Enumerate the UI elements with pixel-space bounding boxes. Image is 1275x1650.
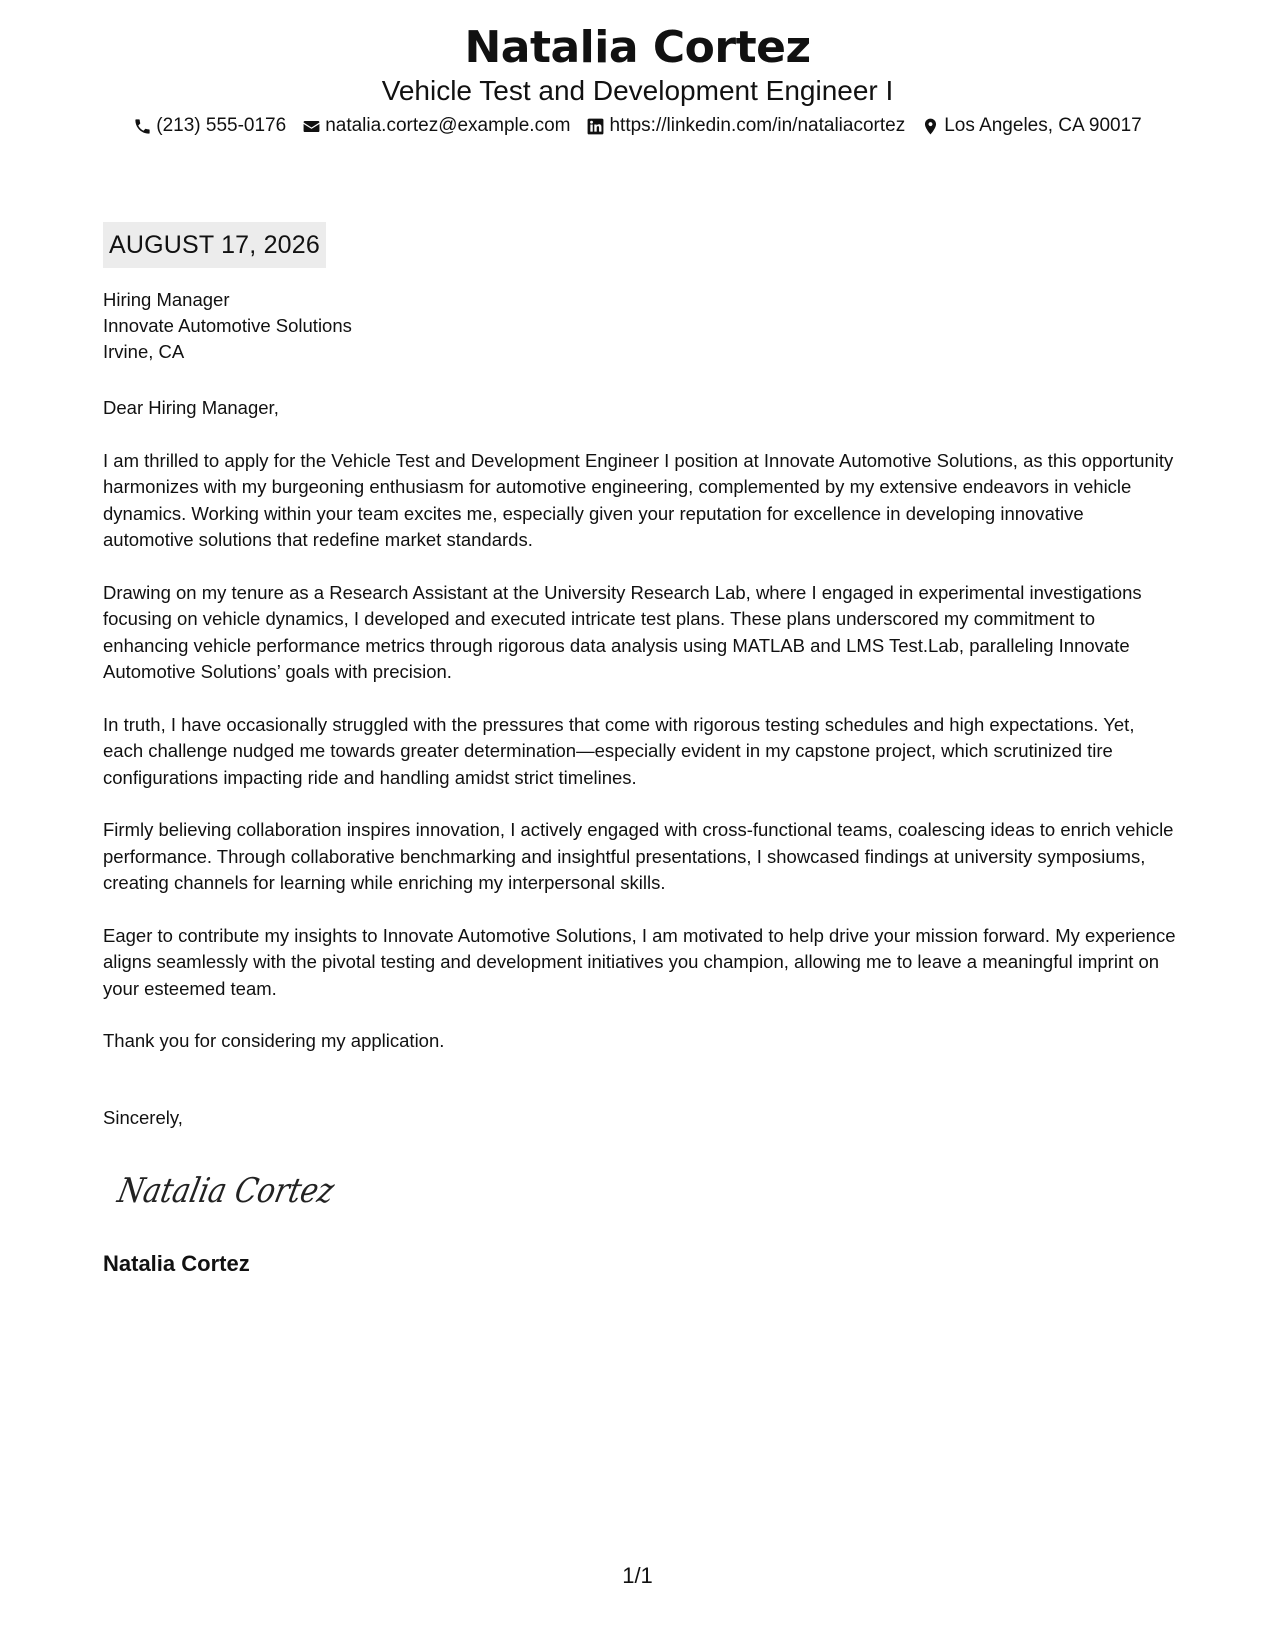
salutation: Dear Hiring Manager, (103, 397, 279, 418)
letter-body (103, 395, 1178, 1081)
paragraph: Firmly believing collaboration inspires innovation, I actively engaged with cross-functional teams, coalescing ideas to enrich vehicle performance. Through collaborative benchmarking and insightful presentations, I showcased findings at university symposiums, creating channels for learning while enriching my interpersonal skills. (103, 819, 1174, 893)
contact-bar (0, 112, 1275, 140)
page-number: 1/1 (622, 1563, 653, 1588)
signature-text: Natalia Cortez (115, 1171, 355, 1211)
contact-phone (133, 112, 286, 140)
phone-number: (213) 555-0176 (156, 115, 287, 136)
contact-email[interactable] (302, 112, 570, 140)
recipient-company: Innovate Automotive Solutions (103, 315, 352, 336)
handwritten-signature (115, 1160, 355, 1220)
phone-icon (133, 117, 152, 136)
contact-location (921, 112, 1142, 140)
recipient-location: Irvine, CA (103, 341, 185, 362)
recipient-block (103, 287, 352, 365)
recipient-title: Hiring Manager (103, 289, 230, 310)
contact-linkedin[interactable] (586, 112, 905, 140)
envelope-icon (302, 117, 321, 136)
location-text: Los Angeles, CA 90017 (944, 115, 1142, 136)
letter-header (0, 22, 1275, 140)
map-pin-icon (921, 117, 940, 136)
paragraph: In truth, I have occasionally struggled with the pressures that come with rigorous testing schedules and high expectations. Yet, each challenge nudged me towards greater determination—especially evident in my capstone project, which scrutinized tire configurations impacting ride and handling amidst strict timelines. (103, 713, 1135, 788)
email-address[interactable]: natalia.cortez@example.com (325, 115, 571, 136)
job-title: Vehicle Test and Development Engineer I (381, 75, 894, 106)
letter-date: AUGUST 17, 2026 (103, 222, 326, 268)
linkedin-url[interactable]: https://linkedin.com/in/nataliacortez (609, 115, 906, 136)
signer-name: Natalia Cortez (103, 1251, 250, 1276)
applicant-name: Natalia Cortez (464, 22, 811, 73)
paragraph: Thank you for considering my application. (103, 1030, 445, 1051)
paragraph: Eager to contribute my insights to Innovate Automotive Solutions, I am motivated to help drive your mission forward. My experience aligns seamlessly with the pivotal testing and development initiatives you champion, allowing me to leave a meaningful imprint on your esteemed team. (103, 924, 1176, 999)
linkedin-icon (586, 117, 605, 136)
paragraph: Drawing on my tenure as a Research Assistant at the University Research Lab, where I engaged in experimental investigations focusing on vehicle dynamics, I developed and executed intricate test plans. These plans underscored my commitment to enhancing vehicle performance metrics through rigorous data analysis using MATLAB and LMS Test.Lab, paralleling Innovate Automotive Solutions’ goals with precision. (103, 581, 1142, 682)
closing: Sincerely, (103, 1107, 183, 1128)
paragraph: I am thrilled to apply for the Vehicle Test and Development Engineer I position at Innovate Automotive Solutions, as this opportunity harmonizes with my burgeoning enthusiasm for automotive engineering, complemented by my extensive endeavors in vehicle dynamics. Working within your team excites me, especially given your reputation for excellence in developing innovative automotive solutions that redefine market standards. (103, 449, 1174, 550)
